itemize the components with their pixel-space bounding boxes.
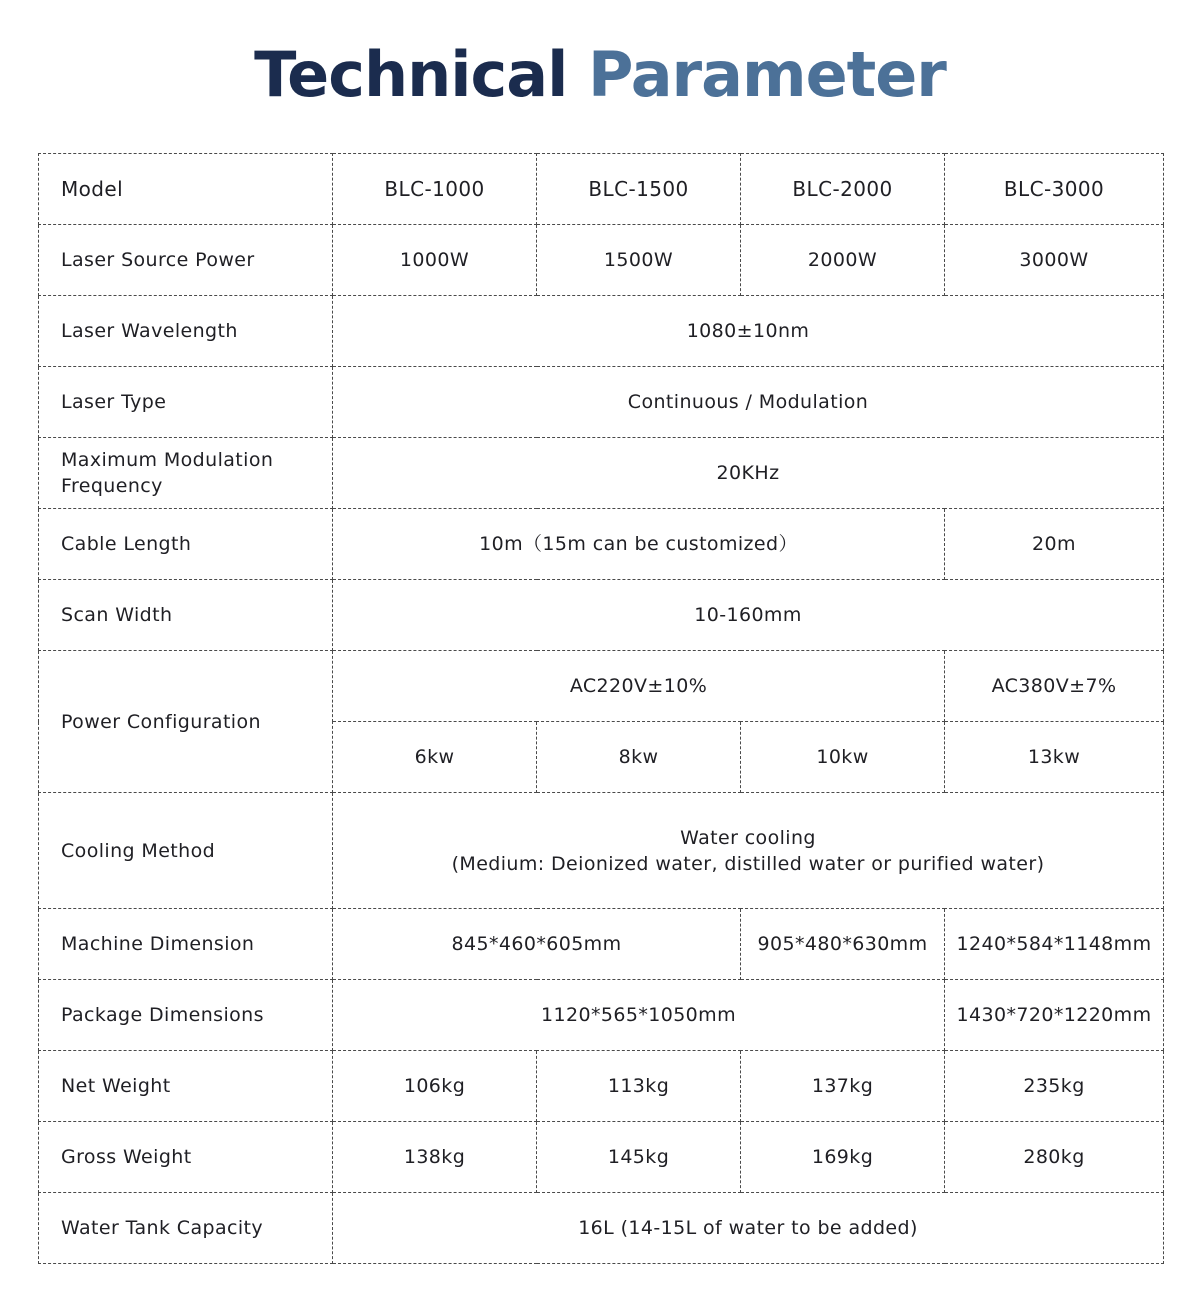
cell-power-1: 1000W [333,225,537,296]
cell-package-dimensions-2: 1430*720*1220mm [945,980,1164,1051]
row-label-laser-source-power: Laser Source Power [39,225,333,296]
cell-cable-length-2: 20m [945,509,1164,580]
row-label-cable-length: Cable Length [39,509,333,580]
cell-model-4: BLC-3000 [945,154,1164,225]
row-label-water-tank-capacity: Water Tank Capacity [39,1193,333,1264]
row-label-power-configuration: Power Configuration [39,651,333,793]
cell-model-3: BLC-2000 [741,154,945,225]
cell-water-tank-capacity: 16L (14-15L of water to be added) [333,1193,1164,1264]
cell-power-3: 2000W [741,225,945,296]
spec-table [38,153,1164,1264]
cell-net-weight-1: 106kg [333,1051,537,1122]
cell-cooling-method [333,793,1164,909]
cell-config-power-4: 13kw [945,722,1164,793]
cell-max-modulation-frequency: 20KHz [333,438,1164,509]
cooling-method-line-2: (Medium: Deionized water, distilled water or purified water) [451,852,1045,875]
title-part-technical: Technical [254,38,568,111]
table-row-water-tank-capacity [39,1193,1164,1264]
cell-scan-width: 10-160mm [333,580,1164,651]
cell-model-2: BLC-1500 [537,154,741,225]
cell-power-2: 1500W [537,225,741,296]
cell-gross-weight-4: 280kg [945,1122,1164,1193]
table-row-package-dimensions [39,980,1164,1051]
title-part-parameter: Parameter [587,38,946,111]
row-label-model: Model [39,154,333,225]
row-label-gross-weight: Gross Weight [39,1122,333,1193]
cell-package-dimensions-1: 1120*565*1050mm [333,980,945,1051]
table-row-max-modulation-frequency [39,438,1164,509]
table-row-scan-width [39,580,1164,651]
cell-gross-weight-3: 169kg [741,1122,945,1193]
cell-voltage-2: AC380V±7% [945,651,1164,722]
row-label-machine-dimension: Machine Dimension [39,909,333,980]
row-label-package-dimensions: Package Dimensions [39,980,333,1051]
cell-model-1: BLC-1000 [333,154,537,225]
cell-machine-dimension-3: 1240*584*1148mm [945,909,1164,980]
cell-net-weight-3: 137kg [741,1051,945,1122]
table-row-model [39,154,1164,225]
cell-voltage-1: AC220V±10% [333,651,945,722]
cell-machine-dimension-2: 905*480*630mm [741,909,945,980]
table-row-cooling-method [39,793,1164,909]
table-row-power-configuration [39,651,1164,722]
page-title [0,30,1200,120]
row-label-scan-width: Scan Width [39,580,333,651]
table-row-gross-weight [39,1122,1164,1193]
row-label-cooling-method: Cooling Method [39,793,333,909]
row-label-laser-wavelength: Laser Wavelength [39,296,333,367]
cell-config-power-1: 6kw [333,722,537,793]
cell-net-weight-4: 235kg [945,1051,1164,1122]
table-row-net-weight [39,1051,1164,1122]
cell-cable-length-1: 10m（15m can be customized） [333,509,945,580]
table-row-laser-source-power [39,225,1164,296]
cell-config-power-2: 8kw [537,722,741,793]
row-label-net-weight: Net Weight [39,1051,333,1122]
table-row-machine-dimension [39,909,1164,980]
cell-gross-weight-2: 145kg [537,1122,741,1193]
table-row-cable-length [39,509,1164,580]
cell-power-4: 3000W [945,225,1164,296]
row-label-max-modulation-frequency: Maximum Modulation Frequency [39,438,333,509]
cell-laser-type: Continuous / Modulation [333,367,1164,438]
table-row-laser-wavelength [39,296,1164,367]
cell-net-weight-2: 113kg [537,1051,741,1122]
cell-gross-weight-1: 138kg [333,1122,537,1193]
cell-laser-wavelength: 1080±10nm [333,296,1164,367]
table-row-laser-type [39,367,1164,438]
cell-config-power-3: 10kw [741,722,945,793]
cooling-method-line-1: Water cooling [680,826,816,849]
row-label-laser-type: Laser Type [39,367,333,438]
cell-machine-dimension-1: 845*460*605mm [333,909,741,980]
